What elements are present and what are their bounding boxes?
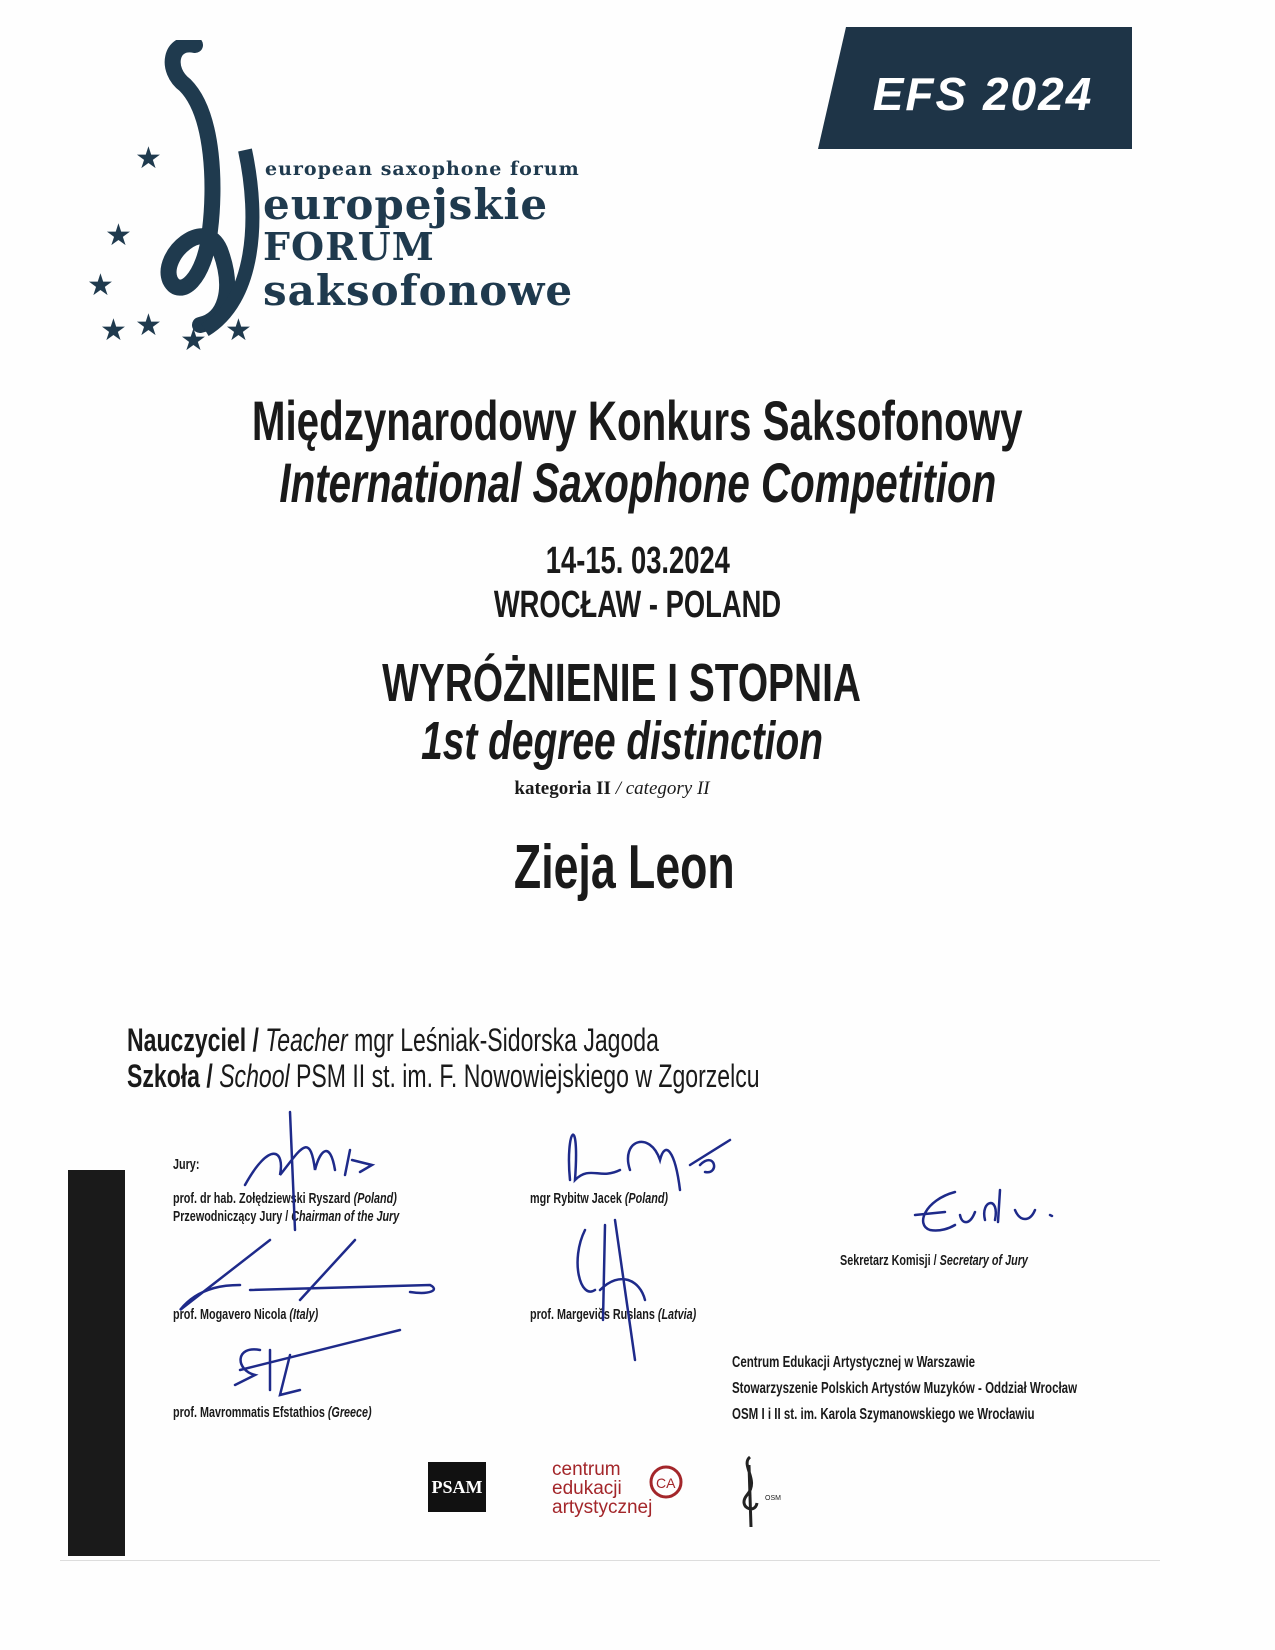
cea-logo [552, 1459, 676, 1518]
recipient-name: Zieja Leon [513, 833, 735, 902]
school-label: Szkoła / [127, 1058, 220, 1094]
event-place: WROCŁAW - POLAND [493, 584, 782, 626]
jury-name: prof. dr hab. Zołędziewski Ryszard [173, 1190, 354, 1207]
teacher-label: Nauczyciel / [127, 1022, 266, 1058]
badge-text: EFS 2024 [872, 68, 1094, 120]
jury-member-5 [173, 1404, 449, 1421]
psam-logo-text: PSAM [431, 1477, 483, 1497]
svg-text:★: ★ [225, 314, 252, 347]
svg-text:★: ★ [87, 269, 114, 302]
category-en: category II [625, 778, 710, 799]
jury-country: (Greece) [327, 1404, 372, 1421]
organizer-3 [732, 1402, 1211, 1428]
efs-badge [818, 27, 1132, 149]
category-pl: kategoria II [514, 778, 611, 799]
svg-text:★: ★ [100, 314, 127, 347]
school-line [127, 1058, 1006, 1095]
signature-margevics [578, 1220, 645, 1360]
recipient-wrap [0, 832, 1248, 903]
svg-text:CA: CA [656, 1475, 676, 1491]
signature-rybitw [569, 1135, 730, 1190]
school-label-en: School [219, 1058, 290, 1094]
event-date: 14-15. 03.2024 [545, 540, 730, 582]
signature-secretary [915, 1190, 1052, 1231]
signature-mogavero [180, 1240, 434, 1310]
award-en-wrap [0, 710, 1244, 772]
role-pl: Przewodniczący Jury / [173, 1208, 292, 1225]
school-value: PSM II st. im. F. Nowowiejskiego w Zgorzelcu [289, 1058, 760, 1094]
jury-country: (Latvia) [657, 1306, 697, 1323]
category [0, 778, 1224, 800]
date-wrap [0, 540, 1275, 583]
jury-name: mgr Rybitw Jacek [530, 1190, 625, 1207]
saxophone-icon [85, 40, 265, 350]
organizer-text: Stowarzyszenie Polskich Artystów Muzyków - Oddział Wrocław [732, 1380, 1078, 1397]
cea-line: edukacji [552, 1478, 622, 1499]
place-wrap [0, 584, 1275, 627]
title-en-wrap [0, 450, 1275, 515]
organizer-text: Centrum Edukacji Artystycznej w Warszawie [732, 1354, 976, 1371]
award-pl: WYRÓŻNIENIE I STOPNIA [382, 653, 862, 713]
secretary-en: Secretary of Jury [939, 1252, 1028, 1269]
jury-member-4 [530, 1306, 761, 1323]
secretary-label [840, 1252, 1101, 1269]
jury-name: prof. Mogavero Nicola [173, 1306, 290, 1323]
jury-member-2 [530, 1190, 722, 1207]
cea-line: artystycznej [552, 1497, 653, 1518]
scan-edge-bar [68, 1170, 125, 1556]
logo-line-europejskie: europejskie [263, 180, 549, 229]
teacher-line [127, 1022, 866, 1059]
logo-line-saksofonowe: saksofonowe [263, 266, 574, 315]
logo-subtitle: european saxophone forum [265, 158, 580, 180]
jury-chair-role [173, 1208, 487, 1225]
organizer-2 [732, 1376, 1211, 1402]
cea-emblem-icon [648, 1464, 684, 1500]
treble-clef-icon [735, 1455, 765, 1530]
jury-name: prof. Margevičs Ruslans [530, 1306, 658, 1323]
teacher-value: mgr Leśniak-Sidorska Jagoda [347, 1022, 659, 1058]
bottom-edge-line [60, 1560, 1160, 1561]
jury-country: (Italy) [289, 1306, 319, 1323]
title-pl-wrap [0, 388, 1275, 453]
svg-text:★: ★ [135, 142, 162, 175]
osm-logo-text: OSM [765, 1495, 781, 1502]
organizer-text: OSM I i II st. im. Karola Szymanowskiego we Wrocławiu [732, 1406, 1035, 1423]
secretary-pl: Sekretarz Komisji / [840, 1252, 940, 1269]
jury-label [173, 1156, 210, 1173]
osm-logo [735, 1455, 835, 1530]
title-pl: Międzynarodowy Konkurs Saksofonowy [252, 389, 1023, 452]
cea-line: centrum [552, 1459, 621, 1480]
efs-logo [85, 40, 665, 350]
jury-country: (Poland) [353, 1190, 397, 1207]
organizer-1 [732, 1350, 1211, 1376]
organizers [732, 1350, 1211, 1428]
svg-text:★: ★ [105, 219, 132, 252]
signature-mavrommatis [235, 1330, 400, 1395]
logo-line-forum: FORUM [263, 224, 435, 269]
jury-label-text: Jury: [173, 1156, 200, 1173]
role-en: Chairman of the Jury [291, 1208, 400, 1225]
award-en: 1st degree distinction [421, 711, 823, 771]
jury-country: (Poland) [624, 1190, 669, 1207]
jury-member-3 [173, 1306, 375, 1323]
psam-logo [428, 1462, 486, 1512]
title-en: International Saxophone Competition [279, 451, 996, 514]
svg-text:★: ★ [135, 309, 162, 342]
award-pl-wrap [0, 652, 1244, 714]
jury-name: prof. Mavrommatis Efstathios [173, 1404, 328, 1421]
svg-text:★: ★ [180, 324, 207, 350]
teacher-label-en: Teacher [265, 1022, 348, 1058]
category-separator: / [610, 778, 626, 799]
jury-member-1 [173, 1190, 484, 1207]
